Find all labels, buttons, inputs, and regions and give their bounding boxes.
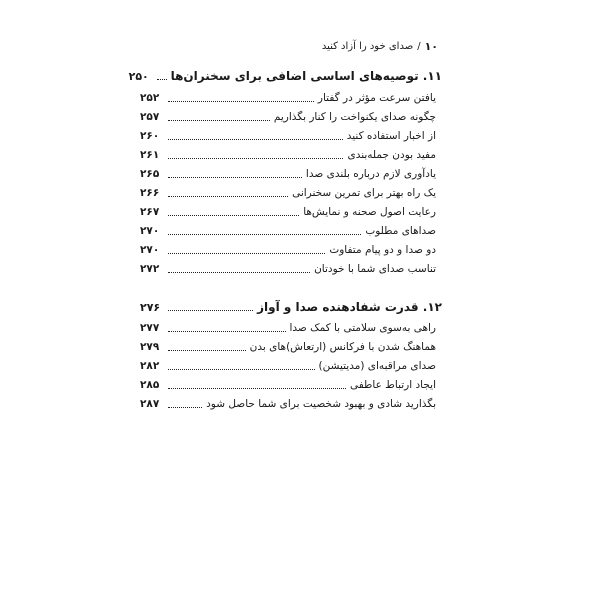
toc-entry-page: ۲۷۰ [140,225,160,237]
toc-entry [140,88,442,108]
toc-entry-title: صدای مراقبه‌ای (مدیتیشن) [318,360,436,372]
toc-entry-page: ۲۶۶ [140,187,160,199]
toc-entry [140,394,442,414]
toc-entry-title: بگذارید شادی و بهبود شخصیت برای شما حاصل شود [206,398,436,410]
toc-entry-title: چگونه صدای یکنواخت را کنار بگذاریم [273,111,436,123]
toc-entry-page: ۲۶۰ [140,130,160,142]
dot-leader [168,196,288,197]
header-separator: / [417,41,421,52]
toc-entry [140,126,442,146]
toc-entry-title: دو صدا و دو پیام متفاوت [329,244,436,256]
toc-chapter [128,66,442,86]
toc-entry [140,107,442,127]
toc-entry-title: هماهنگ شدن با فرکانس (ارتعاش)های بدن [249,341,436,353]
toc-entry-title: ۱۲. قدرت شفادهنده صدا و آواز [257,300,442,314]
toc-entry-page: ۲۶۵ [140,168,160,180]
dot-leader [168,234,361,235]
toc-entry-title: از اخبار استفاده کنید [346,130,436,142]
toc-entry [140,240,442,260]
dot-leader [168,407,202,408]
toc-entry [140,337,442,357]
book-title: صدای خود را آزاد کنید [321,41,414,52]
toc-entry [140,164,442,184]
toc-chapter [140,297,442,317]
dot-leader [168,388,346,389]
toc-entry-page: ۲۸۵ [140,379,160,391]
toc-entry-page: ۲۷۲ [140,263,160,275]
toc-entry-page: ۲۷۷ [140,322,160,334]
toc-entry-page: ۲۶۱ [140,149,160,161]
toc-entry [140,356,442,376]
toc-entry [140,202,442,222]
toc-entry [140,221,442,241]
dot-leader [157,79,167,80]
dot-leader [168,215,299,216]
toc-entry-page: ۲۷۶ [140,300,161,314]
page-number: ۱۰ [424,40,438,53]
toc-entry-title: یک راه بهتر برای تمرین سخنرانی [292,187,436,199]
toc-entry [140,375,442,395]
toc-entry-page: ۲۸۲ [140,360,160,372]
toc-entry [140,145,442,165]
dot-leader [168,120,270,121]
toc-entry-title: یادآوری لازم درباره بلندی صدا [305,168,436,180]
toc-entry-title: رعایت اصول صحنه و نمایش‌ها [303,206,436,218]
toc-entry-title: ۱۱. توصیه‌های اساسی اضافی برای سخنران‌ها [170,69,442,83]
toc-entry [140,183,442,203]
toc-entry-title: تناسب صدای شما با خودتان [314,263,436,275]
toc-entry-page: ۲۶۷ [140,206,160,218]
toc-entry-page: ۲۸۷ [140,398,160,410]
toc-entry-title: مفید بودن جمله‌بندی [347,149,436,161]
toc-entry-page: ۲۵۲ [140,92,160,104]
toc-entry [140,259,442,279]
toc-entry-title: راهی به‌سوی سلامتی با کمک صدا [289,322,436,334]
toc-entry-page: ۲۵۰ [128,69,149,83]
dot-leader [168,369,315,370]
toc-entry-title: ایجاد ارتباط عاطفی [349,379,436,391]
dot-leader [168,139,343,140]
toc-entry-page: ۲۷۰ [140,244,160,256]
toc-entry-page: ۲۵۷ [140,111,160,123]
dot-leader [168,158,343,159]
toc-entry-page: ۲۷۹ [140,341,160,353]
toc-entry-title: صداهای مطلوب [365,225,436,237]
toc-entry [140,318,442,338]
dot-leader [168,310,253,311]
dot-leader [168,253,325,254]
dot-leader [168,350,246,351]
dot-leader [168,177,302,178]
dot-leader [168,272,310,273]
dot-leader [168,101,314,102]
running-header [321,40,438,53]
toc-entry-title: یافتن سرعت مؤثر در گفتار [317,92,436,104]
dot-leader [168,331,286,332]
